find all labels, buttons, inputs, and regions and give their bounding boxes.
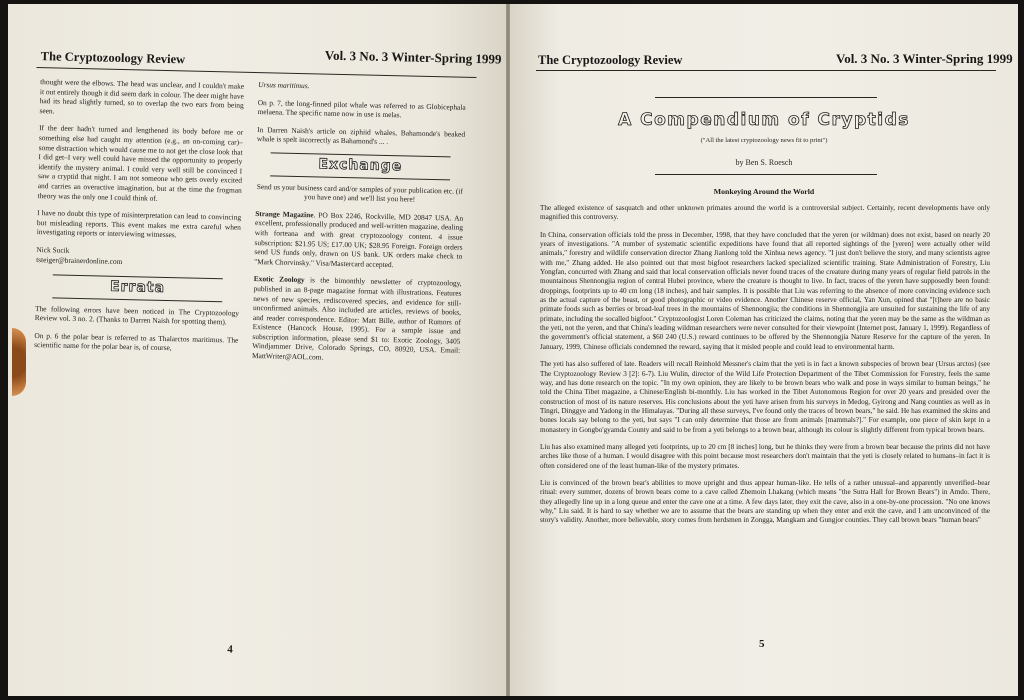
paragraph: Ursus maritimus. bbox=[258, 80, 310, 91]
left-column-2 bbox=[252, 80, 466, 373]
running-issue: Vol. 3 No. 3 Winter-Spring 1999 bbox=[324, 47, 502, 67]
article-byline: by Ben S. Roesch bbox=[735, 158, 793, 167]
errata-heading: Errata bbox=[109, 278, 166, 297]
listing-title: Exotic Zoology bbox=[253, 274, 305, 285]
running-title: The Cryptozoology Review bbox=[538, 53, 683, 67]
listing-strange-magazine bbox=[254, 209, 463, 271]
listing-exotic-zoology bbox=[252, 274, 462, 365]
left-page-content bbox=[8, 4, 506, 696]
exchange-heading: Exchange bbox=[318, 156, 403, 175]
signature-email: tsteiger@brainerdonline.com bbox=[36, 254, 123, 266]
paragraph: Liu has also examined many alleged yeti footprints, up to 20 cm [8 inches] long, but he thinks they were from a brown bear because the prints did not have arches like those of a human. I would disagree with this point because most researchers don't maintain that the yeti is closely related to humans–in fact it is often considered one of the least human-like of the mystery primates. bbox=[540, 442, 990, 470]
listing-title: Strange Magazine bbox=[255, 208, 314, 220]
page-number: 4 bbox=[227, 643, 233, 656]
signature bbox=[36, 245, 240, 269]
paragraph: On p. 7, the long-finned pilot whale was referred to as Globicephala melaena. The specific name now in use is melas. bbox=[257, 97, 466, 120]
running-issue: Vol. 3 No. 3 Winter-Spring 1999 bbox=[836, 51, 1013, 66]
signature-name: Nick Sucik bbox=[36, 244, 70, 255]
paragraph: The yeti has also suffered of late. Readers will recall Reinhold Messner's claim that the yeti is in fact a known subspecies of brown bear (Ursus arctos) (see The Cryptozoology Review 3 [2]: 6-7). Liu Wulin, director of the Wild Life Protection Department of the Tibet Commission for Forestry, feels the same way, and has done research on the topic. "In my own opinion, they are likely to be brown bears who walk and pose in ways similar to human beings," he told the China Tibet magazine, a Chinese/English bi-monthly. Liu has worked in the Tibet Autonomous Region for over 20 years and presided over the construction of most of its nature reserves. His conclusions about the yeti have arisen from his surveys in Medog, Gyirong and Nang counties as well as in Tingri, Dinggye and Yadong in the Himalayas. "During all these surveys, I've found only the traces of brown bears," he said. He has examined the skins and bones locals say belong to the yeti, but says "I can only determine that those are from animals [mammals?]." For example, one piece of skin kept in a monastery in Gongbo'gyamda County and said to be from a yeti belongs to a brown bear, although its colour is slightly different from typical brown bears. bbox=[540, 360, 990, 434]
header-rule bbox=[36, 67, 476, 78]
section-rule bbox=[270, 175, 450, 180]
title-rule-top bbox=[655, 97, 877, 98]
exchange-intro: Send us your business card and/or samples of your publication etc. (if you have one) and we'll list you here! bbox=[256, 181, 463, 204]
paragraph: I have no doubt this type of misinterpretation can lead to convincing but misleading reports. This event makes me extra careful when investigating reports or interviewing witnesses. bbox=[36, 208, 242, 240]
article-heading: Monkeying Around the World bbox=[713, 187, 815, 196]
paragraph: In China, conservation officials told the press in December, 1998, that they have concluded that the yeren (or wildman) does not exist, based on nearly 20 years of investigations. "A number of systematic scientific expeditions have found that all reported sightings of the [yeren] were actually other wild animals," forestry and wildlife conservation director Zhang Jianlong told the Xinhua news agency. "I just don't believe the story, and many scientists agree with me," Zhang added. He also pointed out that most bigfoot researchers lacked specialized scientific training. State Administration of Forestry, Liu Yongfan, concurred with Zhang and said that local conservation officials never found traces of the creature during many years of regular field patrols in the mountainous Shennongjia region of central Hubei province, where the creature is thought to live. In fact, traces of the yeren have supposedly been found: droppings, footprints up to 40 cm long (18 inches), and hair samples. It is possible that Liu was referring to the absence of more convincing evidence such as the actual capture of the beast, or good photographic or video evidence. Another Chinese reserve official, Yan Xun, opined that "[t]here are no basic primate foods such as berries or broad-leaf trees in the mountains of Shennongjia; the conditions in Shennongjia are unsuited for sustaining the life of any primate, including the socalled bigfoot." Cryptozoologist Loren Coleman has criticized the claims, noting that the yeren may be the same as the wildman as the yeti, not the yeren, and that China's leading wildman researchers were never consulted for their viewpoint (Internet post, January 1, 1999). Regardless of the government's official statement, a $60 240 (U.S.) reward continues to be offered by the Shennongjia Nature Reserve for the capture of the yeren. In January, 1999, Chinese officials condemned the reward, saying that it misled people and could lead to environmental harm. bbox=[540, 230, 990, 351]
paragraph: The following errors have been noticed in The Cryptozoology Review vol. 3 no. 2. (Thanks to Darren Naish for spotting them). bbox=[34, 303, 240, 327]
listing-body: is the bimonthly newsletter of cryptozoology, published in an 8-page magazine format with illustrations. Features news of new species, rediscovered species, and evidence for still-unconfirmed animals. Also included are articles, reviews of books, and reader correspondence. Editor: Matt Bille, author of Rumors of Existence (Hancock House, 1995). For a sample issue and subscription information, please send $1 to: Exotic Zoology, 3405 Windjammer Drive, Colorado Springs, CO, 80920, USA. Email: MattWriter@AOL.com. bbox=[251, 275, 462, 362]
article-subtitle: ("All the latest cryptozoology news fit to print") bbox=[700, 137, 828, 144]
running-title: The Cryptozoology Review bbox=[40, 49, 186, 67]
listing-body: . PO Box 2246, Rockville, MD 20847 USA. An excellent, professionally produced and well-written magazine, dealing with forteana and with great cryptozoology content. 4 issue subscription: $21.95 US; £17.00 UK; $28.95 Foreign. Foreign orders send US funds only, drawn on US bank. UK orders make check to "Mark Chorvinsky." Visa/Mastercard accepted. bbox=[254, 210, 464, 269]
left-column-1 bbox=[34, 77, 244, 363]
paragraph: If the deer hadn't turned and lengthened its body before me or something else had caught my attention (e.g., an on-coming car)–some distraction which would cause me to not get the close look that I did get–I very well could have missed the opportunity to properly identify the mystery animal. I could very well still be convinced I saw a cryptid that night. I am not someone who gets overly excited and carries an overactive imagination, but at the time the frogman theory was the only one I could think of. bbox=[37, 123, 244, 203]
right-page bbox=[510, 4, 1018, 696]
page-number: 5 bbox=[759, 638, 765, 650]
paragraph: On p. 6 the polar bear is referred to as Thalarctos maritimus. The scientific name for the polar bear is, of course, bbox=[34, 330, 239, 353]
paragraph: In Darren Naish's article on ziphiid whales, Bahamonde's beaked whale is spelt incorrectly as Bahamond's ... . bbox=[256, 124, 466, 147]
paragraph: Liu is convinced of the brown bear's abilities to move upright and thus appear human-like. He tells of a rather unusual–and apparently unverified–bear ritual: every summer, dozens of brown bears come to a cave called Zhemoin Lhakang (which means "the Sutra Hall for Brown Bears") in Amdo. There, they allegedly line up in a long queue and enter the cave one at a time. A few days later, they exit the cave, also in a one-by-one procession. "No one knows why," Liu said. It is hard to say whether we are to assume that the bears are standing up when they enter and exit the cave, and I am unconvinced of the story's validity. Another, more believable, story comes from herdsmen in Zongga, Mangkam and Gungjor counties. They call brown bears "human bears" bbox=[540, 478, 990, 525]
article-body bbox=[540, 204, 990, 534]
title-rule-bottom bbox=[655, 174, 877, 175]
paragraph: thought were the elbows. The head was unclear, and I couldn't make it out entirely though it did seem dark in colour. The deer might have had its head slightly turned, so to overlap the two ears from being seen. bbox=[39, 77, 245, 116]
left-page bbox=[8, 4, 506, 696]
article-title: A Compendium of Cryptids bbox=[618, 110, 910, 130]
section-rule bbox=[52, 297, 222, 302]
header-rule bbox=[536, 70, 996, 71]
paragraph: The alleged existence of sasquatch and other unknown primates around the world is a controversial subject. Certainly, recent developments have only magnified this controversy. bbox=[540, 204, 990, 222]
